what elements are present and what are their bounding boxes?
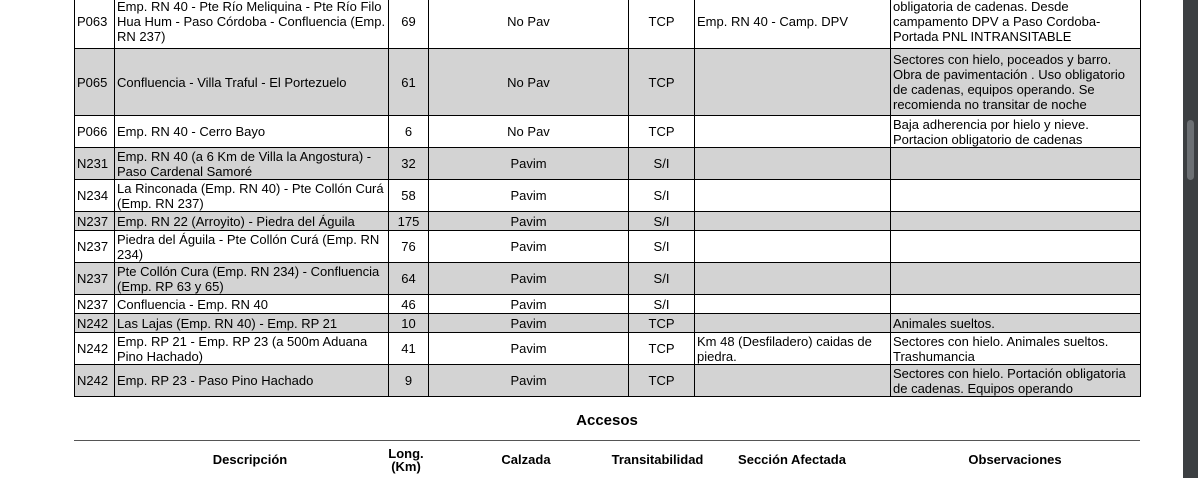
- route-length: 76: [389, 231, 429, 263]
- route-length: 6: [389, 116, 429, 148]
- route-code: N242: [75, 333, 115, 365]
- route-status: S/I: [629, 212, 695, 231]
- route-affected-section: Emp. RN 40 - Camp. DPV: [695, 0, 891, 49]
- route-status: S/I: [629, 263, 695, 295]
- table-row: [75, 333, 1141, 365]
- table-row: [75, 180, 1141, 212]
- vertical-scrollbar[interactable]: [1183, 0, 1198, 478]
- route-surface: Pavim: [429, 180, 629, 212]
- route-affected-section: [695, 180, 891, 212]
- route-description: Emp. RN 40 - Cerro Bayo: [115, 116, 389, 148]
- table-row: [75, 49, 1141, 116]
- route-affected-section: [695, 116, 891, 148]
- route-length: 9: [389, 365, 429, 397]
- accesos-title: Accesos: [576, 412, 638, 429]
- route-status: S/I: [629, 180, 695, 212]
- route-surface: No Pav: [429, 0, 629, 49]
- route-length: 32: [389, 148, 429, 180]
- route-status: TCP: [629, 49, 695, 116]
- route-observations: Animales sueltos.: [891, 314, 1141, 333]
- route-length: 69: [389, 0, 429, 49]
- route-status: S/I: [629, 231, 695, 263]
- route-length: 58: [389, 180, 429, 212]
- header-longitud: Long. (Km): [388, 446, 424, 474]
- route-surface: Pavim: [429, 148, 629, 180]
- route-affected-section: [695, 295, 891, 314]
- route-description: Emp. RP 23 - Paso Pino Hachado: [115, 365, 389, 397]
- route-status: TCP: [629, 333, 695, 365]
- route-affected-section: [695, 148, 891, 180]
- table-row: [75, 231, 1141, 263]
- route-status: TCP: [629, 0, 695, 49]
- route-surface: Pavim: [429, 295, 629, 314]
- route-status: S/I: [629, 148, 695, 180]
- route-description: Emp. RP 21 - Emp. RP 23 (a 500m Aduana Pino Hachado): [115, 333, 389, 365]
- table-row: [75, 148, 1141, 180]
- route-description: Confluencia - Emp. RN 40: [115, 295, 389, 314]
- route-description: Pte Collón Cura (Emp. RN 234) - Confluencia (Emp. RP 63 y 65): [115, 263, 389, 295]
- route-observations: [891, 212, 1141, 231]
- route-surface: No Pav: [429, 116, 629, 148]
- route-length: 46: [389, 295, 429, 314]
- route-observations: [891, 148, 1141, 180]
- route-description: La Rinconada (Emp. RN 40) - Pte Collón Curá (Emp. RN 237): [115, 180, 389, 212]
- road-status-table: [74, 0, 1141, 397]
- scrollbar-thumb[interactable]: [1187, 120, 1194, 180]
- route-description: Confluencia - Villa Traful - El Portezuelo: [115, 49, 389, 116]
- table-row: [75, 0, 1141, 49]
- route-code: N234: [75, 180, 115, 212]
- route-affected-section: Km 48 (Desfiladero) caidas de piedra.: [695, 333, 891, 365]
- section-divider: [74, 440, 1140, 441]
- route-affected-section: [695, 212, 891, 231]
- table-row: [75, 314, 1141, 333]
- route-description: Piedra del Águila - Pte Collón Curá (Emp. RN 234): [115, 231, 389, 263]
- route-status: TCP: [629, 365, 695, 397]
- route-length: 41: [389, 333, 429, 365]
- route-observations: Sectores con hielo, poceados y barro. Obra de pavimentación . Uso obligatorio de cadenas, equipos operando. Se recomienda no transitar de noche: [891, 49, 1141, 116]
- route-observations: Sectores con hielo. Portación obligatoria de cadenas. Equipos operando: [891, 365, 1141, 397]
- route-surface: No Pav: [429, 49, 629, 116]
- route-status: S/I: [629, 295, 695, 314]
- route-surface: Pavim: [429, 333, 629, 365]
- route-surface: Pavim: [429, 314, 629, 333]
- route-observations: [891, 180, 1141, 212]
- route-description: Emp. RN 40 - Pte Río Meliquina - Pte Río Filo Hua Hum - Paso Córdoba - Confluencia (Emp. RN 237): [115, 0, 389, 49]
- route-length: 61: [389, 49, 429, 116]
- route-description: Las Lajas (Emp. RN 40) - Emp. RP 21: [115, 314, 389, 333]
- route-code: N242: [75, 314, 115, 333]
- header-calzada: Calzada: [501, 452, 551, 467]
- route-code: N242: [75, 365, 115, 397]
- route-affected-section: [695, 365, 891, 397]
- table-row: [75, 116, 1141, 148]
- route-affected-section: [695, 231, 891, 263]
- route-status: TCP: [629, 116, 695, 148]
- table-row: [75, 295, 1141, 314]
- route-observations: [891, 263, 1141, 295]
- route-affected-section: [695, 49, 891, 116]
- route-surface: Pavim: [429, 263, 629, 295]
- route-surface: Pavim: [429, 212, 629, 231]
- route-surface: Pavim: [429, 231, 629, 263]
- route-length: 175: [389, 212, 429, 231]
- route-length: 10: [389, 314, 429, 333]
- table-row: [75, 365, 1141, 397]
- header-descripcion: Descripción: [212, 452, 288, 467]
- route-observations: [891, 231, 1141, 263]
- route-status: TCP: [629, 314, 695, 333]
- route-length: 64: [389, 263, 429, 295]
- route-affected-section: [695, 263, 891, 295]
- route-code: N231: [75, 148, 115, 180]
- route-observations: Sectores con hielo. Animales sueltos. Trashumancia: [891, 333, 1141, 365]
- route-observations: [891, 295, 1141, 314]
- header-observaciones: Observaciones: [968, 452, 1062, 467]
- route-code: P063: [75, 0, 115, 49]
- route-code: P066: [75, 116, 115, 148]
- table-row: [75, 263, 1141, 295]
- route-code: N237: [75, 231, 115, 263]
- route-description: Emp. RN 40 (a 6 Km de Villa la Angostura) - Paso Cardenal Samoré: [115, 148, 389, 180]
- header-seccion-afectada: Sección Afectada: [738, 452, 846, 467]
- route-surface: Pavim: [429, 365, 629, 397]
- table-row: [75, 212, 1141, 231]
- route-code: N237: [75, 295, 115, 314]
- route-code: P065: [75, 49, 115, 116]
- route-code: N237: [75, 212, 115, 231]
- header-transitabilidad: Transitabilidad: [611, 452, 704, 467]
- route-observations: obligatoria de cadenas. Desde campamento DPV a Paso Cordoba-Portada PNL INTRANSITABLE: [891, 0, 1141, 49]
- route-description: Emp. RN 22 (Arroyito) - Piedra del Águila: [115, 212, 389, 231]
- route-observations: Baja adherencia por hielo y nieve. Portacion obligatorio de cadenas: [891, 116, 1141, 148]
- route-affected-section: [695, 314, 891, 333]
- route-code: N237: [75, 263, 115, 295]
